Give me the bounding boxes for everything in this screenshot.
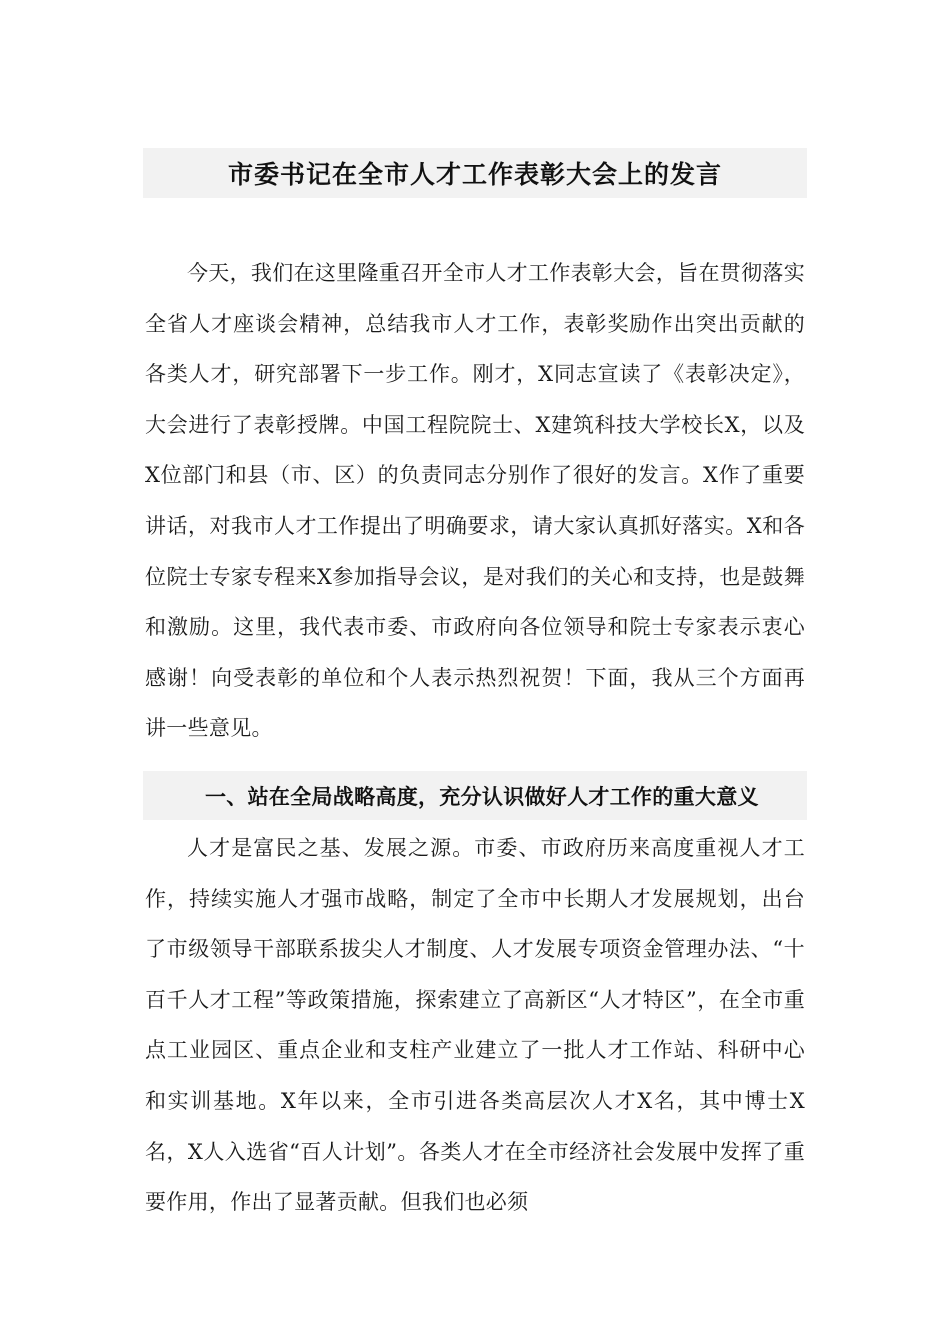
title-band — [143, 148, 807, 198]
document-title: 市委书记在全市人才工作表彰大会上的发言 — [227, 160, 722, 189]
body-paragraph-2: 人才是富民之基、发展之源。市委、市政府历来高度重视人才工作，持续实施人才强市战略，制定了全市中长期人才发展规划，出台了市级领导干部联系拔尖人才制度、人才发展专项资金管理办法、“十百千人才工程”等政策措施，探索建立了高新区“人才特区”，在全市重点工业园区、重点企业和支柱产业建立了一批人才工作站、科研中心和实训基地。X年以来，全市引进各类高层次人才X名，其中博士X名，X人入选省“百人计划”。各类人才在全市经济社会发展中发挥了重要作用，作出了显著贡献。但我们也必须 — [145, 836, 805, 1215]
section-heading-1: 一、站在全局战略高度，充分认识做好人才工作的重大意义 — [205, 783, 759, 809]
body-paragraph-1: 今天，我们在这里隆重召开全市人才工作表彰大会，旨在贯彻落实全省人才座谈会精神，总结我市人才工作，表彰奖励作出突出贡献的各类人才，研究部署下一步工作。刚才，X同志宣读了《表彰决定》，大会进行了表彰授牌。中国工程院院士、X建筑科技大学校长X，以及X位部门和县（市、区）的负责同志分别作了很好的发言。X作了重要讲话，对我市人才工作提出了明确要求，请大家认真抓好落实。X和各位院士专家专程来X参加指导会议，是对我们的关心和支持，也是鼓舞和激励。这里，我代表市委、市政府向各位领导和院士专家表示衷心感谢！向受表彰的单位和个人表示热烈祝贺！下面，我从三个方面再讲一些意见。 — [145, 261, 805, 741]
section-heading-band — [143, 771, 807, 820]
